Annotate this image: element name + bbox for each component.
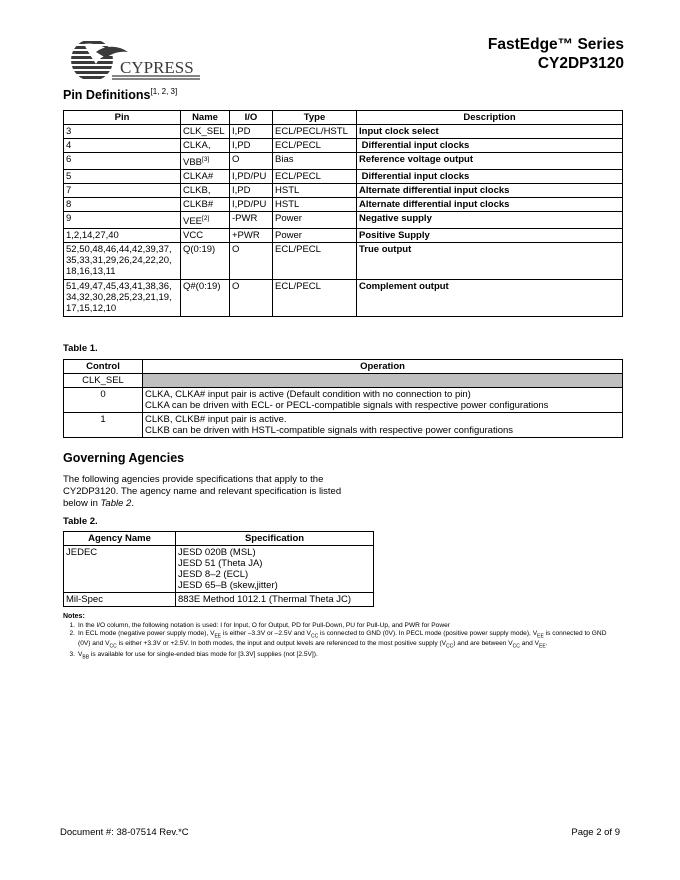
table-row [64, 170, 623, 184]
notes-title: Notes: [63, 613, 85, 620]
name-text: Q#(0:19) [183, 281, 221, 293]
table-row [64, 280, 623, 317]
type-cell: ECL/PECL [273, 243, 357, 280]
col-header-specification: Specification [176, 532, 374, 546]
name-cell [181, 212, 230, 229]
name-cell [181, 184, 230, 198]
control-cell: CLK_SEL [64, 374, 143, 388]
governing-agencies-paragraph [63, 474, 343, 510]
description-cell: Complement output [357, 280, 623, 317]
name-text: CLK_SEL [183, 126, 225, 137]
table-row [64, 593, 374, 607]
pin-cell: 5 [64, 170, 181, 184]
description-cell: True output [357, 243, 623, 280]
type-cell: Power [273, 229, 357, 243]
pin-definitions-heading [63, 88, 177, 102]
note-number: 2. [69, 630, 75, 637]
name-cell [181, 125, 230, 139]
col-header-operation: Operation [143, 360, 623, 374]
name-sup: [3] [202, 156, 210, 163]
io-cell: O [230, 153, 273, 170]
note-item [63, 630, 618, 651]
col-header-name: Name [181, 111, 230, 125]
name-cell [181, 153, 230, 170]
note-number: 3. [69, 650, 75, 658]
table-row [64, 388, 623, 413]
description-cell: Positive Supply [357, 229, 623, 243]
control-table [63, 359, 623, 438]
cypress-logo-mark [62, 38, 202, 84]
io-cell: +PWR [230, 229, 273, 243]
operation-line: CLKB, CLKB# input pair is active. [145, 414, 287, 425]
note-item [63, 622, 618, 630]
table-header-row [64, 111, 623, 125]
io-cell: I,PD [230, 139, 273, 153]
name-sup: [2] [202, 215, 210, 223]
paragraph-text: The following agencies provide specifications that apply to the CY2DP3120. The agency name and relevant specification is listed below in [63, 474, 342, 509]
table-row [64, 374, 623, 388]
table-row [64, 243, 623, 280]
cypress-logo [62, 38, 202, 84]
col-header-description: Description [357, 111, 623, 125]
table-header-row [64, 532, 374, 546]
agency-table [63, 531, 374, 607]
table-row [64, 229, 623, 243]
table-row [64, 153, 623, 170]
pin-cell: 6 [64, 153, 181, 170]
name-text: VEE [183, 216, 203, 228]
document-number: Document #: 38-07514 Rev.*C [60, 827, 189, 838]
name-cell [181, 198, 230, 212]
name-text: CLKA# [183, 171, 214, 183]
name-cell [181, 243, 230, 280]
operation-line: CLKA, CLKA# input pair is active (Default condition with no connection to pin) [145, 389, 471, 400]
spec-line: JESD 65–B (skew,jitter) [178, 580, 278, 591]
name-cell [181, 280, 230, 317]
control-cell: 0 [64, 388, 143, 413]
description-cell: Differential input clocks [357, 170, 623, 184]
note-item [63, 651, 618, 661]
io-cell: I,PD [230, 125, 273, 139]
part-number: CY2DP3120 [537, 55, 624, 72]
description-cell: Input clock select [357, 125, 623, 139]
description-cell: Alternate differential input clocks [357, 184, 623, 198]
spec-line: JESD 020B (MSL) [178, 547, 256, 558]
notes-list [63, 622, 618, 661]
name-text: CLKA, [183, 140, 211, 151]
col-header-pin: Pin [64, 111, 181, 125]
name-text: Q(0:19) [183, 244, 216, 256]
type-cell: ECL/PECL [273, 280, 357, 317]
type-cell: ECL/PECL/HSTL [273, 125, 357, 139]
description-cell: Alternate differential input clocks [357, 198, 623, 212]
table1-caption: Table 1. [63, 343, 98, 354]
name-text: VCC [183, 230, 204, 242]
description-cell: Reference voltage output [357, 153, 623, 170]
name-cell [181, 139, 230, 153]
page-number: Page 2 of 9 [571, 827, 620, 838]
paragraph-end: . [131, 498, 134, 509]
table-row [64, 413, 623, 438]
pin-cell: 8 [64, 198, 181, 212]
note-text: In ECL mode (negative power supply mode), $V_{EE}$ is either –3.3V or –2.5V and $V_{CC}$ is connected to GND (0V). In PECL mode (positive power supply mode), $V_{EE}$ is connected to GND (0V) and $V_{CC}$ is either +3.3V or +2.5V. In both modes, the input and output levels are referenced to the most positive supply $(V_{CC})$ and are between $V_{CC}$ and $V_{EE}$. [78, 630, 607, 650]
pin-cell: 7 [64, 184, 181, 198]
io-cell: -PWR [230, 212, 273, 229]
pin-cell: 3 [64, 125, 181, 139]
description-cell: Negative supply [357, 212, 623, 229]
io-cell: I,PD/PU [230, 170, 273, 184]
table-header-row [64, 360, 623, 374]
series-title: FastEdge™ Series [487, 36, 624, 53]
pin-definitions-table [63, 110, 623, 317]
operation-cell [143, 413, 623, 438]
pin-definitions-title: Pin Definitions [63, 88, 151, 102]
type-cell: HSTL [273, 184, 357, 198]
table-row [64, 546, 374, 593]
io-cell: I,PD/PU [230, 198, 273, 212]
name-text: CLKB# [183, 199, 214, 211]
agency-cell: JEDEC [64, 546, 176, 593]
table2-reference-link[interactable]: Table 2 [100, 498, 132, 509]
logo-text: CYPRESS [120, 58, 194, 77]
pin-cell: 1,2,14,27,40 [64, 229, 181, 243]
table-row [64, 184, 623, 198]
operation-line: CLKB can be driven with HSTL-compatible signals with respective power configurations [145, 425, 514, 436]
table-row [64, 198, 623, 212]
spec-line: JESD 8–2 (ECL) [178, 569, 249, 580]
table-row [64, 125, 623, 139]
type-cell: Bias [273, 153, 357, 170]
table-row [64, 212, 623, 229]
col-header-control: Control [64, 360, 143, 374]
col-header-io: I/O [230, 111, 273, 125]
name-text: VBB [183, 157, 203, 169]
name-text: CLKB, [183, 185, 211, 197]
operation-cell-shaded [143, 374, 623, 388]
pin-definitions-sup: [1, 2, 3] [150, 87, 178, 96]
agency-cell: Mil-Spec [64, 593, 176, 607]
spec-line: JESD 51 (Theta JA) [178, 558, 263, 569]
pin-cell: 4 [64, 139, 181, 153]
note-number: 1. [69, 622, 75, 629]
operation-line: CLKA can be driven with ECL- or PECL-compatible signals with respective power configurations [145, 400, 549, 411]
pin-cell: 51,49,47,45,43,41,38,36, 34,32,30,28,25,23,21,19, 17,15,12,10 [64, 280, 181, 317]
io-cell: O [230, 243, 273, 280]
description-cell: Differential input clocks [357, 139, 623, 153]
control-cell: 1 [64, 413, 143, 438]
io-cell: I,PD [230, 184, 273, 198]
table-row [64, 139, 623, 153]
operation-cell [143, 388, 623, 413]
col-header-agency: Agency Name [64, 532, 176, 546]
type-cell: ECL/PECL [273, 139, 357, 153]
name-cell [181, 170, 230, 184]
pin-cell: 52,50,48,46,44,42,39,37, 35,33,31,29,26,24,22,20, 18,16,13,11 [64, 243, 181, 280]
pin-cell: 9 [64, 212, 181, 229]
governing-agencies-heading: Governing Agencies [63, 451, 185, 465]
type-cell: HSTL [273, 198, 357, 212]
io-cell: O [230, 280, 273, 317]
col-header-type: Type [273, 111, 357, 125]
specification-cell [176, 546, 374, 593]
specification-cell [176, 593, 374, 607]
type-cell: Power [273, 212, 357, 229]
note-text: In the I/O column, the following notation is used: I for Input, O for Output, PD for Pull-Down, PU for Pull-Up, and PWR for Power [78, 622, 450, 629]
name-cell [181, 229, 230, 243]
spec-line: 883E Method 1012.1 (Thermal Theta JC) [178, 594, 352, 605]
note-text: $V_{BB}$ is available for use for single-ended bias mode for [3.3V] supplies (not [2.5V]). [78, 650, 318, 660]
type-cell: ECL/PECL [273, 170, 357, 184]
table2-caption: Table 2. [63, 516, 98, 527]
